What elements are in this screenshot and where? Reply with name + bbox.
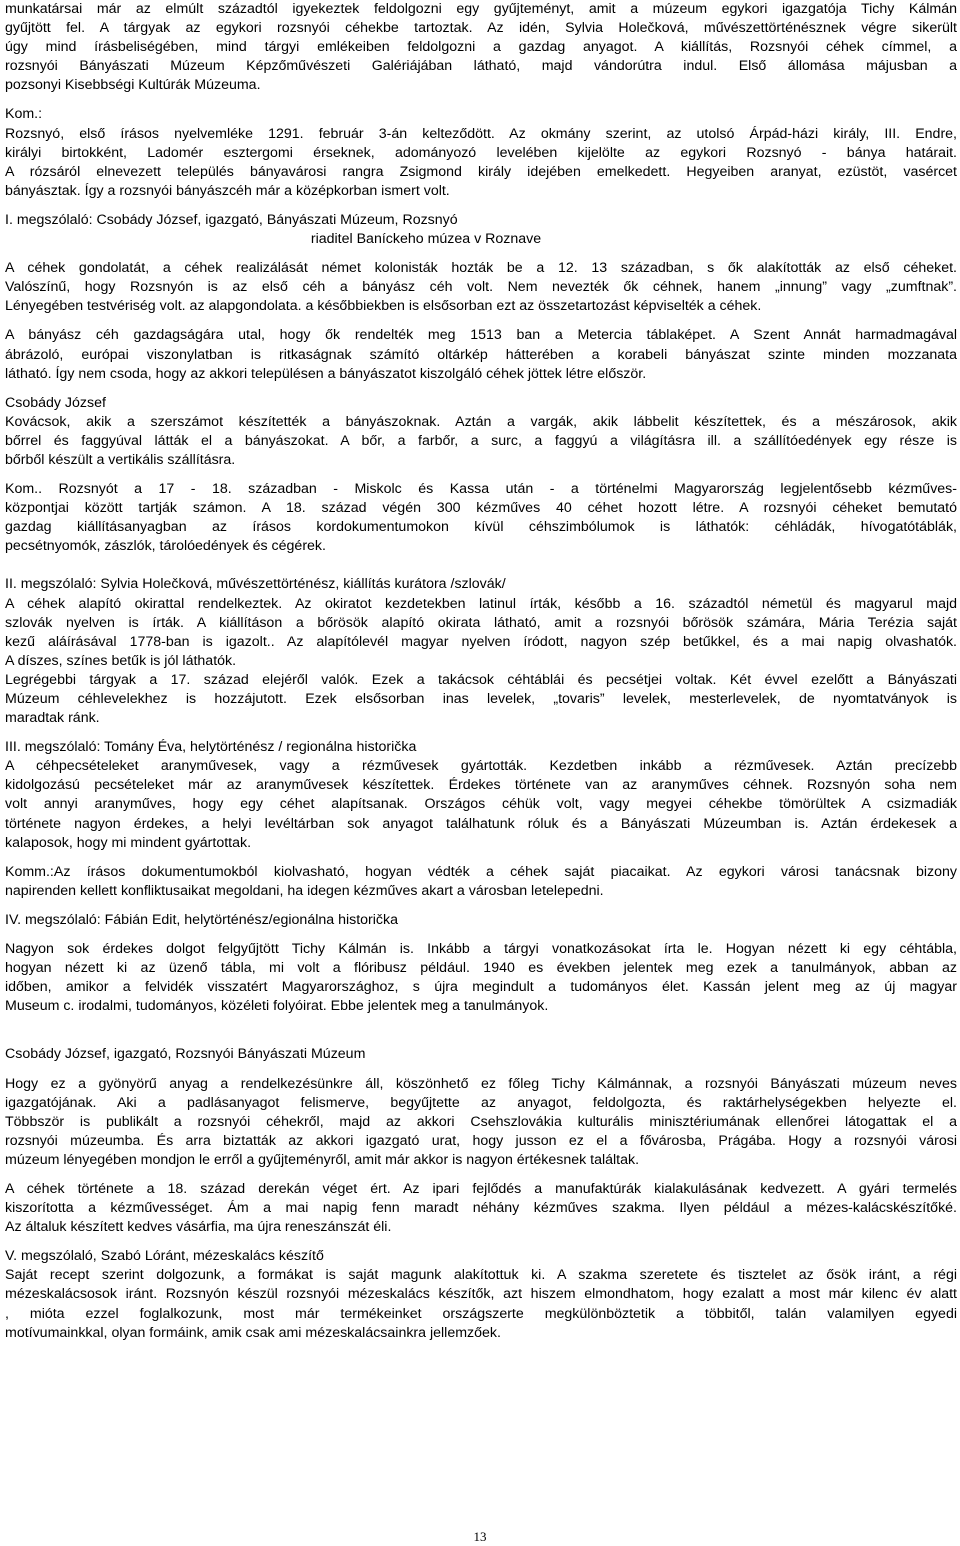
text-line: Museum c. irodalmi, tudományos, közéleti folyóirat. Ebbe jelentek meg a tanulmányok.: [5, 998, 549, 1015]
page-number: 13: [473, 1529, 487, 1544]
text-line: bőrrel és faggyúval látták el a bányászokat. A bőr, a farbőr, a surc, a faggyú a világításra ill. a szállítóedények egy része is: [5, 432, 957, 449]
text-line: Többször is publikált a rozsnyói céhekről, majd az akkori Csehszlovákia kulturális minisztériumának ellenőrei látogattak el a: [5, 1113, 957, 1130]
text-line: története nagyon érdekes, a helyi levéltárban sok anyagot találhatunk róluk és a Bányászati Múzeumban is. Aztán érdekesek a: [5, 815, 957, 832]
text-line: központjai között tartják számon. A 18. század végén 300 kézműves 40 céhet hozott létre. A rozsnyói céheket bemutató: [5, 500, 957, 517]
speaker-csobady-heading: [5, 1045, 957, 1064]
text-line: Komm.:Az írásos dokumentumokból kiolvasható, hogyan védték a céhek saját piacaikat. Az egykori városi tanácsnak bizony: [5, 863, 957, 880]
text-line: volt annyi aranyműves, hogy egy céhet alapítsanak. Országos céhük volt, vagy megyei céhekbe tömörültek A csizmadiák: [5, 796, 957, 813]
text-line: III. megszólaló: Tomány Éva, helytörténész / regionálna historička: [5, 739, 417, 756]
text-line: V. megszólaló, Szabó Lóránt, mézeskalács készítő: [5, 1248, 324, 1265]
text-line: kidolgozású pecsételeket már az aranyművesek készítettek. Érdekes története van az aranyműves céhnek. Rozsnyón soha nem: [5, 777, 957, 794]
speaker-3-section: [5, 738, 957, 853]
text-line: pecsétnyomók, zászlók, tárolóedények és cégérek.: [5, 538, 326, 555]
text-line: úgy mind írásbeliségében, mind tárgyi emlékeiben feldolgozni a gazdag anyagot. A kiállítás, Rozsnyói céhek címmel, a: [5, 39, 957, 56]
speaker-5-section: [5, 1247, 957, 1342]
commentary-market-protection: [5, 863, 957, 901]
text-line: mézeskalácsosok iránt. Rozsnyón készül rozsnyói mézeskalács készítők, azt hiszem elmondhatom, hogy ezalatt a most már kilenc év alatt: [5, 1286, 957, 1303]
paragraph-collection-history: [5, 1075, 957, 1170]
text-line: Valószínű, hogy Rozsnyón is az első céh a bányász céh volt. Nem nevezték ők céhnek, hanem „innung” vagy „zumftnak”.: [5, 279, 957, 296]
paragraph-guild-origins: [5, 259, 957, 316]
text-line: A díszes, színes betűk is jól láthatók.: [5, 652, 237, 669]
text-line: A céhek alapító okirattal rendelkeztek. Az okiratot kezdetekben latinul írták, később a 16. századtól németül és magyarul majd: [5, 595, 957, 612]
text-line: Kovácsok, akik a szerszámot készítették a bányászoknak. Aztán a vargák, akik lábbelit készítettek, és a mészárosok, akik: [5, 413, 957, 430]
speaker-1-heading: [5, 211, 957, 249]
text-line: királyi birtokként, Ladomér esztergomi érseknek, adományozó levelében kijelölte az egykori Rozsnyó - bánya határait.: [5, 144, 957, 161]
text-line: Kom.:: [5, 106, 43, 123]
text-line: A céhek története a 18. század derekán véget ért. Az ipari fejlődés a manufaktúrák kialakulásának kedvezett. A gyári termelés: [5, 1180, 957, 1197]
text-line: Nagyon sok érdekes dolgot felgyűjtött Tichy Kálmán is. Inkább a tárgyi vonatkozásokat írta le. Hogyan nézett ki egy céhtábla,: [5, 941, 957, 958]
paragraph-csobady-craftsmen: [5, 394, 957, 470]
commentary-rozsnyo-history: [5, 105, 957, 200]
text-line: Csobády József, igazgató, Rozsnyói Bányászati Múzeum: [5, 1046, 366, 1063]
text-line: Kom.. Rozsnyót a 17 - 18. században - Miskolc és Kassa után - a történelmi Magyarország legjelentősebb kézműves-: [5, 481, 957, 498]
text-line: hogyan nézett ki az üzenő tábla, mi volt a flóribusz például. 1940 es években jelentek meg ezek a tanulmányok, abban az: [5, 960, 957, 977]
text-line: kalaposok, hogy mi mindent gyártottak.: [5, 834, 252, 851]
speaker-4-heading: [5, 911, 957, 930]
text-line: szlovák nyelven is írták. A kiállításon a bőrösök alapító okirata látható, amit a rozsnyói bőrösök számára, Mária Terézia saját: [5, 614, 957, 631]
text-line: Csobády József: [5, 394, 106, 411]
text-line: időben, amikor a felvidék visszatért Magyarországhoz, s újra megindult a tudományos élet. Kassán jelent meg az új magyar: [5, 979, 957, 996]
text-line: Az általuk készített kedves vásárfia, ma újra reneszánszát éli.: [5, 1219, 392, 1236]
commentary-artisan-centers: [5, 480, 957, 556]
text-line: motívumainkkal, olyan formáink, amik csak ami mézeskalácsainkra jellemzőek.: [5, 1324, 501, 1341]
text-line: A céhpecsételeket aranyművesek, vagy a rézművesek gyártották. Kezdetben inkább a rézművesek. Aztán precízebb: [5, 758, 957, 775]
text-line: A rózsáról elnevezett település bányavárosi rangra Zsigmond király idejében emelkedett. Hegyeiben aranyat, ezüstöt, vasércet: [5, 163, 957, 180]
text-line: munkatársai már az elmúlt századtól igyekeztek feldolgozni egy gyűjteményt, amit a múzeum egykori igazgatója Tichy Kálmán: [5, 1, 957, 17]
text-line: bányásztak. Így a rozsnyói bányászcéh már a középkorban ismert volt.: [5, 182, 450, 199]
text-line: múzeum lényegében mondjon le erről a gyűjteményről, amit már akkor is nagyon értékesnek találtak.: [5, 1151, 640, 1168]
text-line: Múzeum céhlevelekhez is hozzájutott. Ezek elsősorban inas levelek, „tovaris” levelek, mesterlevelek, de nyomtatványok is: [5, 691, 957, 707]
text-line: rozsnyói múzeumba. És arra biztatták az akkori igazgató urat, hogy jusson ez el a fővárosba, Prágába. Hogy a rozsnyói városi: [5, 1132, 957, 1149]
text-line: maradtak ránk.: [5, 710, 100, 727]
text-line: napirenden kellett konfliktusaikat megoldani, ha idegen kézműves akart a városban letelepedni.: [5, 882, 604, 899]
text-line: IV. megszólaló: Fábián Edit, helytörténész/egionálna historička: [5, 911, 399, 928]
text-line: gazdag kiállításanyagban az írásos kordokumentumokon kívül céhszimbólumok is láthatók: céhládák, hívogatótáblák,: [5, 519, 957, 536]
text-line: igazgatójának. Aki a padlásanyagot felismerve, begyűjtette az anyagot, feldolgozta, és raktárhelységekben helyezte el.: [5, 1094, 957, 1111]
text-line: gyűjtött fel. A tárgyak az egykori rozsnyói céhekbe tartoztak. Az idén, Sylvia Holečková, művészettörténésznek végre sikerült: [5, 20, 957, 37]
text-line: bőrből készült a vertikális szállításra.: [5, 451, 236, 468]
paragraph-guild-end: [5, 1180, 957, 1237]
text-line: rozsnyói Bányászati Múzeum Képzőművészeti Galériájában látható, majd vándorútra indul. Első állomása májusban a: [5, 58, 957, 75]
text-line: , mióta ezzel foglalkozunk, most már termékeinket országszerte megkülönböztetik a többitől, talán valamilyen egyedi: [5, 1305, 957, 1322]
paragraph-tichy-kalman: [5, 940, 957, 1016]
text-line: látható. Így nem csoda, hogy az akkori településen a bányászatot kiszolgáló céhek jöttek létre először.: [5, 365, 647, 382]
text-line: kezű aláírásával 1778-ban is igazolt.. Az alapítólevél magyar nyelven íródott, nagyon szép betűkkel, és a mai napig olvashatók.: [5, 633, 957, 650]
text-line: Lényegében testvériség volt. az alapgondolata. a későbbiekben is elsősorban ezt az összetartozást képviselték a céhek.: [5, 298, 762, 315]
text-line: Legrégebbi tárgyak a 17. század elejéről valók. Ezek a takácsok céhtáblái és pecsétjei voltak. Két évvel ezelőtt a Bányászati: [5, 671, 957, 688]
text-line: Saját recept szerint dolgozunk, a formákat is saját magunk alakítottuk ki. A szakma szeretete és tisztelet az ősök iránt, a régi: [5, 1267, 957, 1284]
text-line: A bányász céh gazdagságára utal, hogy ők rendelték meg 1513 ban a Metercia táblaképet. A Szent Annát harmadmagával: [5, 327, 957, 344]
text-line: Rozsnyó, első írásos nyelvemléke 1291. február 3-án kelteződött. Az okmány szerint, az utolsó Árpád-házi király, III. Endre,: [5, 125, 957, 142]
text-line: II. megszólaló: Sylvia Holečková, művészettörténész, kiállítás kurátora /szlovák/: [5, 576, 506, 593]
text-line: kiszorította a kézművességet. Ám a mai napig fenn maradt néhány kézműves szakma. Ilyen például a mézes-kalácskészítőké.: [5, 1200, 957, 1217]
text-line: ábrázoló, európai viszonylatban is ritkaságnak számító oltárkép hátterében a korabeli bányászat szinte minden mozzanata: [5, 346, 957, 363]
paragraph-metercia-painting: [5, 326, 957, 383]
text-line: riaditel Baníckeho múzea v Roznave: [310, 231, 542, 248]
text-line: A céhek gondolatát, a céhek realizálását német kolonisták hozták be a 12. 13 században, s ők alakították az első céheket.: [5, 260, 957, 277]
speaker-2-section: [5, 575, 957, 728]
text-line: Hogy ez a gyönyörű anyag a rendelkezésünkre áll, köszönhető ez főleg Tichy Kálmánnak, a rozsnyói Bányászati múzeum neves: [5, 1075, 957, 1092]
intro-paragraph: [5, 0, 957, 95]
text-line: pozsonyi Kisebbségi Kultúrák Múzeuma.: [5, 77, 261, 94]
text-line: I. megszólaló: Csobády József, igazgató, Bányászati Múzeum, Rozsnyó: [5, 211, 458, 228]
